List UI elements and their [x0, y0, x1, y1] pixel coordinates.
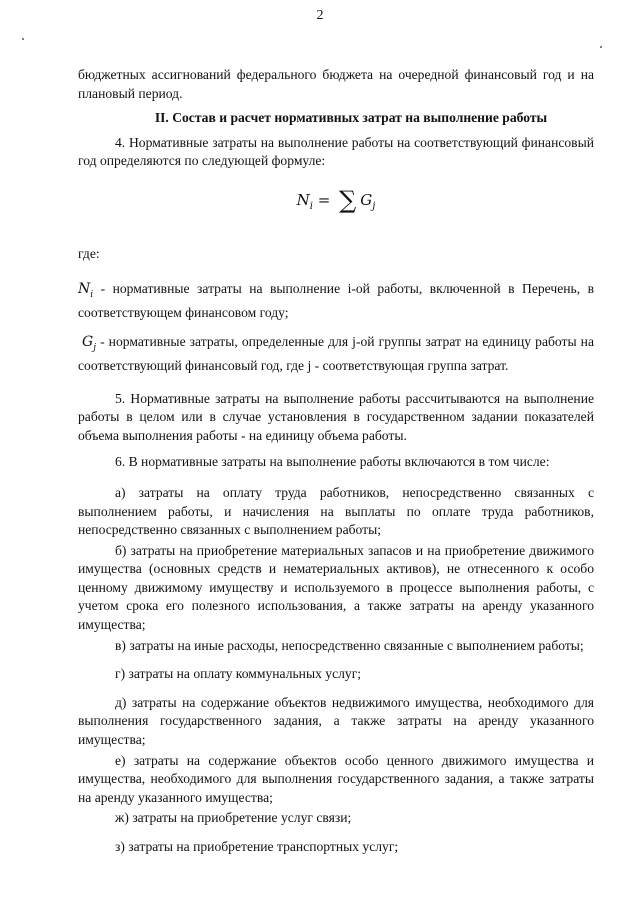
item-z: з) затраты на приобретение транспортных услуг; — [115, 839, 399, 854]
item-b: б) затраты на приобретение материальных запасов и на приобретение движимого имущества (основных средств и нематериальных активов), не отнесенного к особо ценному движимому имуществу и используемого в процессе выполнения работы, с учетом срока его полезного использования, а также затраты на аренду указанного имущества; — [78, 542, 594, 633]
item-g: г) затраты на оплату коммунальных услуг; — [115, 666, 362, 682]
definition-n-text: - нормативные затраты на выполнение i-ой работы, включенной в Перечень, в соответствующем финансовом году; — [78, 280, 594, 320]
paragraph-4: 4. Нормативные затраты на выполнение работы на соответствующий финансовый год определяются по следующей формуле: — [78, 134, 594, 169]
document-body — [78, 66, 594, 859]
item-d: д) затраты на содержание объектов недвижимого имущества, необходимого для выполнения государственного задания, а также затраты на аренду указанного имущества; — [78, 694, 594, 748]
page-number: 2 — [316, 8, 324, 23]
definition-g — [78, 333, 594, 376]
scan-speck — [22, 38, 24, 40]
formula-lhs: N — [296, 190, 310, 209]
continuation-paragraph: бюджетных ассигнований федерального бюджета на очередной финансовый год и на плановый период. — [78, 67, 594, 101]
item-zh: ж) затраты на приобретение услуг связи; — [115, 810, 352, 826]
item-e: е) затраты на содержание объектов особо ценного движимого имущества и имущества, необходимого для выполнения государственного задания, а также затраты на аренду указанного имущества; — [78, 752, 594, 805]
item-a: а) затраты на оплату труда работников, непосредственно связанных с выполнением работы, и начисления на выплаты по оплате труда работников, непосредственно связанных с выполнением работы; — [78, 484, 594, 538]
scan-speck — [600, 46, 602, 48]
formula-rhs-sub: j — [372, 200, 376, 212]
item-v: в) затраты на иные расходы, непосредственно связанные с выполнением работы; — [115, 637, 584, 653]
paragraph-5: 5. Нормативные затраты на выполнение работы рассчитываются на выполнение работы в целом или в случае установления в государственном задании показателей объема выполнения работы - на единицу объема работы. — [78, 390, 594, 443]
definition-n-symbol: $N_i$ — [78, 280, 94, 300]
definition-g-symbol: $G_j$ — [82, 333, 96, 353]
definition-n — [78, 280, 594, 323]
definition-g-text: - нормативные затраты, определенные для j-ой группы затрат на единицу работы на соответствующий финансовый год, где j - соответствующая группа затрат. — [78, 333, 594, 373]
formula-rhs: G — [360, 190, 373, 209]
paragraph-6: 6. В нормативные затраты на выполнение работы включаются в том числе: — [115, 454, 550, 470]
formula-sum: ∑ — [339, 185, 357, 214]
section-heading: II. Состав и расчет нормативных затрат на выполнение работы — [154, 110, 548, 126]
where-label: где: — [78, 245, 100, 261]
formula-equals: = — [317, 190, 331, 209]
formula-lhs-sub: i — [309, 200, 313, 212]
formula — [78, 185, 594, 215]
